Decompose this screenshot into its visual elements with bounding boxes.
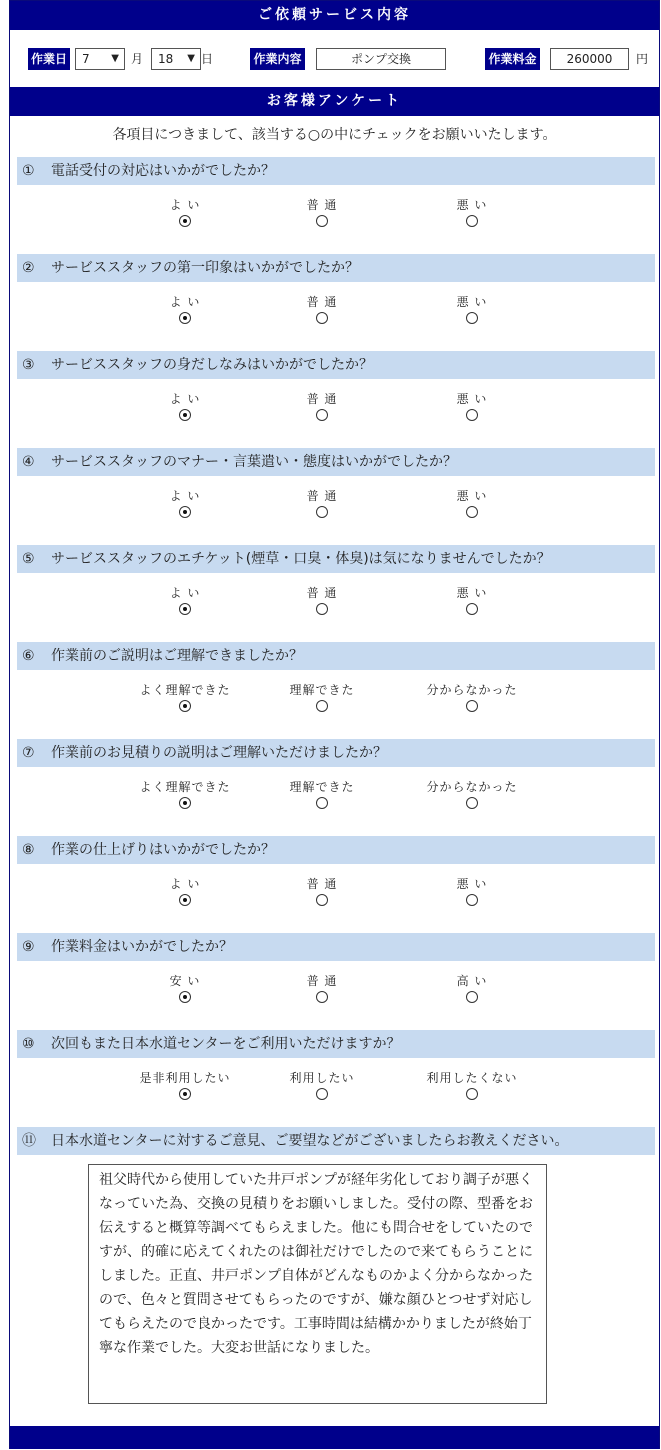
radio-option[interactable] [262, 779, 382, 812]
question-1 [17, 157, 655, 185]
question-9 [17, 933, 655, 961]
radio-option-label: 普 通 [306, 295, 338, 309]
chevron-down-icon: ▼ [111, 53, 119, 64]
radio-button[interactable] [316, 215, 328, 227]
question-number: ② [22, 260, 35, 276]
radio-option-label: 普 通 [306, 489, 338, 503]
radio-option-label: 普 通 [306, 586, 338, 600]
radio-option[interactable] [412, 197, 532, 230]
radio-option[interactable] [125, 585, 245, 618]
question-number: ④ [22, 454, 35, 470]
radio-button[interactable] [466, 797, 478, 809]
radio-button[interactable] [179, 797, 191, 809]
fee-unit: 円 [636, 52, 649, 66]
question-text: 次回もまた日本水道センターをご利用いただけますか？ [51, 1036, 401, 1052]
radio-option[interactable] [262, 876, 382, 909]
radio-option[interactable] [262, 585, 382, 618]
question-3 [17, 351, 655, 379]
question-text: サービススタッフの身だしなみはいかがでしたか？ [51, 357, 373, 373]
radio-option-label: 悪 い [456, 489, 488, 503]
radio-option-label: 悪 い [456, 198, 488, 212]
radio-option-label: 是非利用したい [139, 1071, 231, 1085]
question-text: 電話受付の対応はいかがでしたか？ [51, 163, 275, 179]
question-text: サービススタッフのマナー・言葉遣い・態度はいかがでしたか？ [51, 454, 457, 470]
radio-button[interactable] [179, 409, 191, 421]
question-text: サービススタッフのエチケット(煙草・口臭・体臭)は気になりませんでしたか？ [51, 551, 551, 567]
radio-button[interactable] [316, 991, 328, 1003]
radio-button[interactable] [466, 700, 478, 712]
radio-option-label: 普 通 [306, 877, 338, 891]
question-11 [17, 1127, 655, 1155]
question-number: ⑩ [22, 1036, 35, 1052]
radio-option[interactable] [262, 1070, 382, 1103]
radio-button[interactable] [466, 603, 478, 615]
question-text: 作業の仕上げりはいかがでしたか？ [51, 842, 275, 858]
comment-textarea[interactable]: 祖父時代から使用していた井戸ポンプが経年劣化しており調子が悪くなっていた為、交換の見積りをお願いしました。受付の際、型番をお伝えすると概算等調べてもらえました。他にも問合せをしていたのですが、的確に応えてくれたのは御社だけでしたので来てもらうことにしました。正直、井戸ポンプ自体がどんなものかよく分からなかったので、色々と質問させてもらったのですが、嫌な顔ひとつせず対応してもらえたので良かったです。工事時間は結構かかりましたが終始丁寧な作業でした。大変お世話になりました。 [88, 1164, 547, 1404]
question-text: 作業料金はいかがでしたか？ [51, 939, 233, 955]
day-unit: 日 [201, 52, 214, 66]
question-number: ⑥ [22, 648, 35, 664]
question-text: サービススタッフの第一印象はいかがでしたか？ [51, 260, 359, 276]
radio-option[interactable] [125, 294, 245, 327]
question-number: ⑦ [22, 745, 35, 761]
radio-button[interactable] [179, 700, 191, 712]
radio-option-label: よ い [169, 877, 201, 891]
radio-option-label: 高 い [456, 974, 488, 988]
radio-option[interactable] [125, 488, 245, 521]
radio-button[interactable] [179, 603, 191, 615]
radio-option-label: 悪 い [456, 295, 488, 309]
radio-option-label: 悪 い [456, 586, 488, 600]
radio-option[interactable] [125, 197, 245, 230]
work-date-tag: 作業日 [28, 48, 70, 70]
radio-button[interactable] [179, 894, 191, 906]
question-text: 日本水道センターに対するご意見、ご要望などがございましたらお教えください。 [51, 1133, 569, 1149]
question-2 [17, 254, 655, 282]
radio-option-label: 安 い [169, 974, 201, 988]
radio-button[interactable] [316, 506, 328, 518]
radio-option-label: 分からなかった [426, 683, 518, 697]
radio-option-label: 悪 い [456, 877, 488, 891]
question-number: ⑨ [22, 939, 35, 955]
radio-option[interactable] [262, 973, 382, 1006]
radio-option-label: よ い [169, 489, 201, 503]
radio-button[interactable] [179, 506, 191, 518]
question-number: ① [22, 163, 35, 179]
survey-header: お客様アンケート [10, 87, 659, 116]
radio-option-label: 普 通 [306, 392, 338, 406]
question-6 [17, 642, 655, 670]
question-8 [17, 836, 655, 864]
radio-option[interactable] [412, 779, 532, 812]
radio-option-label: よ い [169, 198, 201, 212]
radio-button[interactable] [316, 797, 328, 809]
radio-option-label: よく理解できた [139, 683, 231, 697]
day-value: 18 [158, 52, 174, 66]
radio-button[interactable] [316, 894, 328, 906]
question-number: ③ [22, 357, 35, 373]
radio-option[interactable] [125, 391, 245, 424]
radio-option[interactable] [125, 876, 245, 909]
work-content-tag: 作業内容 [250, 48, 305, 70]
radio-option[interactable] [125, 682, 245, 715]
month-select[interactable] [75, 48, 125, 70]
work-content-field[interactable]: ポンプ交換 [316, 48, 446, 70]
question-text: 作業前のご説明はご理解できましたか？ [51, 648, 303, 664]
radio-option[interactable] [262, 197, 382, 230]
radio-option[interactable] [262, 294, 382, 327]
work-fee-tag: 作業料金 [485, 48, 540, 70]
question-10 [17, 1030, 655, 1058]
radio-button[interactable] [466, 409, 478, 421]
radio-option-label: 悪 い [456, 392, 488, 406]
radio-option-label: よく理解できた [139, 780, 231, 794]
radio-button[interactable] [316, 312, 328, 324]
radio-option-label: 理解できた [289, 683, 355, 697]
question-number: ⑧ [22, 842, 35, 858]
radio-option-label: よ い [169, 392, 201, 406]
radio-option[interactable] [412, 488, 532, 521]
radio-button[interactable] [466, 991, 478, 1003]
radio-option[interactable] [262, 682, 382, 715]
radio-option[interactable] [412, 585, 532, 618]
chevron-down-icon: ▼ [187, 53, 195, 64]
question-5 [17, 545, 655, 573]
radio-option-label: 理解できた [289, 780, 355, 794]
survey-intro: 各項目につきまして、該当する○の中にチェックをお願いいたします。 [112, 127, 557, 143]
radio-option-label: 利用したくない [426, 1071, 518, 1085]
radio-button[interactable] [466, 894, 478, 906]
radio-option[interactable] [412, 876, 532, 909]
radio-button[interactable] [179, 1088, 191, 1100]
radio-option-label: よ い [169, 586, 201, 600]
day-select[interactable] [151, 48, 201, 70]
radio-button[interactable] [179, 991, 191, 1003]
footer-bar [10, 1426, 659, 1449]
service-header: ご依頼サービス内容 [10, 1, 659, 30]
radio-button[interactable] [316, 1088, 328, 1100]
radio-option[interactable] [262, 488, 382, 521]
radio-button[interactable] [179, 215, 191, 227]
radio-option[interactable] [412, 1070, 532, 1103]
radio-option[interactable] [412, 294, 532, 327]
radio-option[interactable] [125, 973, 245, 1006]
radio-option-label: 分からなかった [426, 780, 518, 794]
radio-button[interactable] [466, 312, 478, 324]
form-frame [9, 0, 660, 1449]
month-unit: 月 [131, 52, 144, 66]
radio-option-label: 普 通 [306, 974, 338, 988]
radio-option[interactable] [412, 682, 532, 715]
radio-option[interactable] [125, 779, 245, 812]
radio-option[interactable] [262, 391, 382, 424]
question-number: ⑪ [22, 1133, 36, 1149]
radio-button[interactable] [179, 312, 191, 324]
radio-button[interactable] [316, 700, 328, 712]
radio-button[interactable] [466, 1088, 478, 1100]
radio-option[interactable] [125, 1070, 245, 1103]
radio-button[interactable] [316, 603, 328, 615]
question-4 [17, 448, 655, 476]
question-7 [17, 739, 655, 767]
radio-option[interactable] [412, 391, 532, 424]
radio-option-label: 普 通 [306, 198, 338, 212]
radio-button[interactable] [466, 215, 478, 227]
radio-option-label: よ い [169, 295, 201, 309]
question-number: ⑤ [22, 551, 35, 567]
radio-button[interactable] [316, 409, 328, 421]
radio-option-label: 利用したい [289, 1071, 355, 1085]
radio-option[interactable] [412, 973, 532, 1006]
radio-button[interactable] [466, 506, 478, 518]
month-value: 7 [82, 52, 90, 66]
question-text: 作業前のお見積りの説明はご理解いただけましたか？ [51, 745, 387, 761]
work-fee-field[interactable]: 260000 [550, 48, 629, 70]
